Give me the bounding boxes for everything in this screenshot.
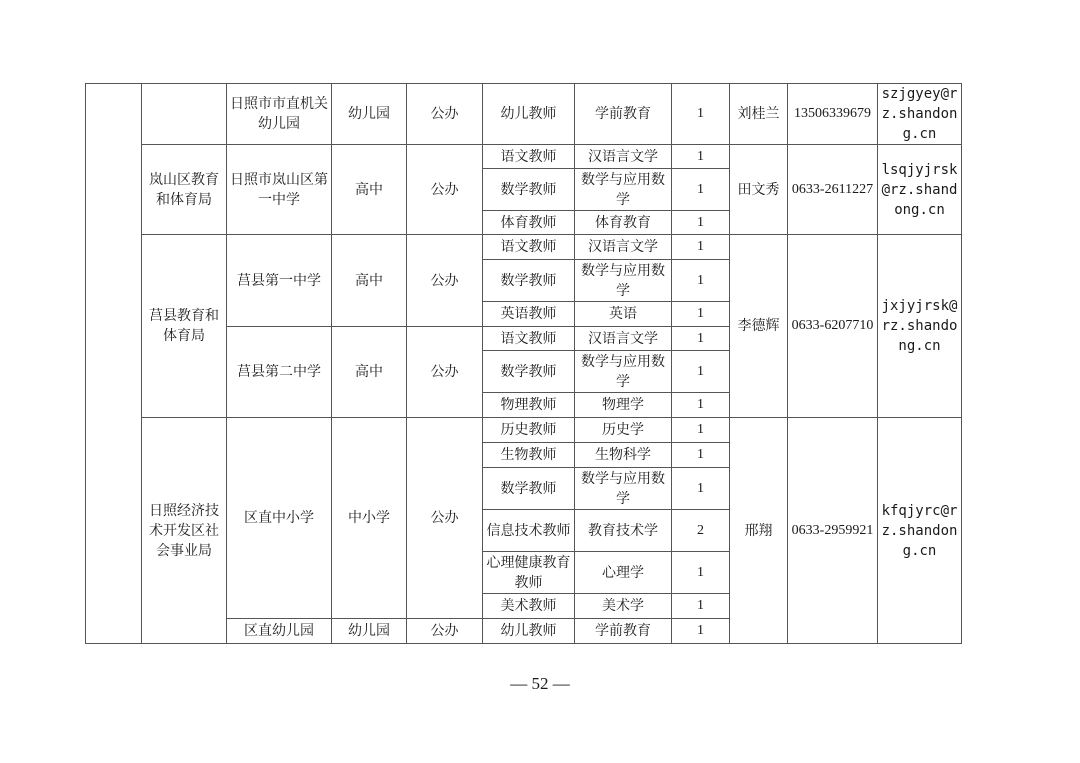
major-cell: 学前教育 <box>575 619 672 644</box>
table-row <box>86 235 962 260</box>
major-cell: 汉语言文学 <box>575 145 672 169</box>
major-cell: 数学与应用数学 <box>575 260 672 302</box>
school-cell: 区直中小学 <box>227 418 332 619</box>
recruitment-table <box>85 83 962 644</box>
school-type-cell: 高中 <box>332 327 407 418</box>
count-cell: 1 <box>672 302 730 327</box>
nature-cell: 公办 <box>407 619 483 644</box>
dept-cell: 莒县教育和体育局 <box>142 235 227 418</box>
dept-cell: 日照经济技术开发区社会事业局 <box>142 418 227 644</box>
count-cell: 1 <box>672 84 730 145</box>
email-cell: kfqjyrc@rz.shandong.cn <box>878 418 962 644</box>
school-type-cell: 幼儿园 <box>332 84 407 145</box>
contact-cell: 邢翔 <box>730 418 788 644</box>
school-type-cell: 高中 <box>332 145 407 235</box>
major-cell: 英语 <box>575 302 672 327</box>
post-cell: 幼儿教师 <box>483 84 575 145</box>
count-cell: 1 <box>672 235 730 260</box>
count-cell: 1 <box>672 327 730 351</box>
post-cell: 英语教师 <box>483 302 575 327</box>
post-cell: 心理健康教育教师 <box>483 552 575 594</box>
school-type-cell: 高中 <box>332 235 407 327</box>
count-cell: 1 <box>672 443 730 468</box>
nature-cell: 公办 <box>407 145 483 235</box>
school-cell: 日照市市直机关幼儿园 <box>227 84 332 145</box>
table-row <box>86 418 962 443</box>
major-cell: 生物科学 <box>575 443 672 468</box>
phone-cell: 0633-2959921 <box>788 418 878 644</box>
phone-cell: 13506339679 <box>788 84 878 145</box>
school-cell: 区直幼儿园 <box>227 619 332 644</box>
major-cell: 教育技术学 <box>575 510 672 552</box>
post-cell: 语文教师 <box>483 327 575 351</box>
phone-cell: 0633-2611227 <box>788 145 878 235</box>
email-cell: szjgyey@rz.shandong.cn <box>878 84 962 145</box>
count-cell: 1 <box>672 468 730 510</box>
major-cell: 体育教育 <box>575 211 672 235</box>
major-cell: 物理学 <box>575 393 672 418</box>
nature-cell: 公办 <box>407 327 483 418</box>
school-type-cell: 中小学 <box>332 418 407 619</box>
count-cell: 1 <box>672 211 730 235</box>
post-cell: 语文教师 <box>483 235 575 260</box>
count-cell: 1 <box>672 169 730 211</box>
major-cell: 数学与应用数学 <box>575 468 672 510</box>
major-cell: 数学与应用数学 <box>575 351 672 393</box>
major-cell: 汉语言文学 <box>575 235 672 260</box>
contact-cell: 刘桂兰 <box>730 84 788 145</box>
table-row <box>86 145 962 169</box>
post-cell: 信息技术教师 <box>483 510 575 552</box>
email-cell: jxjyjrsk@rz.shandong.cn <box>878 235 962 418</box>
post-cell: 数学教师 <box>483 169 575 211</box>
major-cell: 汉语言文学 <box>575 327 672 351</box>
nature-cell: 公办 <box>407 235 483 327</box>
school-type-cell: 幼儿园 <box>332 619 407 644</box>
post-cell: 数学教师 <box>483 351 575 393</box>
major-cell: 心理学 <box>575 552 672 594</box>
count-cell: 1 <box>672 260 730 302</box>
count-cell: 1 <box>672 418 730 443</box>
count-cell: 1 <box>672 393 730 418</box>
nature-cell: 公办 <box>407 418 483 619</box>
phone-cell: 0633-6207710 <box>788 235 878 418</box>
count-cell: 1 <box>672 594 730 619</box>
post-cell: 历史教师 <box>483 418 575 443</box>
dept-cell <box>142 84 227 145</box>
dept-cell: 岚山区教育和体育局 <box>142 145 227 235</box>
post-cell: 美术教师 <box>483 594 575 619</box>
school-cell: 莒县第一中学 <box>227 235 332 327</box>
major-cell: 学前教育 <box>575 84 672 145</box>
post-cell: 语文教师 <box>483 145 575 169</box>
nature-cell: 公办 <box>407 84 483 145</box>
contact-cell: 田文秀 <box>730 145 788 235</box>
post-cell: 体育教师 <box>483 211 575 235</box>
post-cell: 数学教师 <box>483 468 575 510</box>
post-cell: 物理教师 <box>483 393 575 418</box>
contact-cell: 李德辉 <box>730 235 788 418</box>
school-cell: 日照市岚山区第一中学 <box>227 145 332 235</box>
page-number: — 52 — <box>510 674 570 693</box>
count-cell: 1 <box>672 351 730 393</box>
table-row <box>86 84 962 145</box>
post-cell: 幼儿教师 <box>483 619 575 644</box>
email-cell: lsqjyjrsk@rz.shandong.cn <box>878 145 962 235</box>
count-cell: 2 <box>672 510 730 552</box>
post-cell: 数学教师 <box>483 260 575 302</box>
major-cell: 美术学 <box>575 594 672 619</box>
major-cell: 数学与应用数学 <box>575 169 672 211</box>
school-cell: 莒县第二中学 <box>227 327 332 418</box>
major-cell: 历史学 <box>575 418 672 443</box>
count-cell: 1 <box>672 552 730 594</box>
count-cell: 1 <box>672 619 730 644</box>
post-cell: 生物教师 <box>483 443 575 468</box>
region-cell <box>86 84 142 644</box>
count-cell: 1 <box>672 145 730 169</box>
